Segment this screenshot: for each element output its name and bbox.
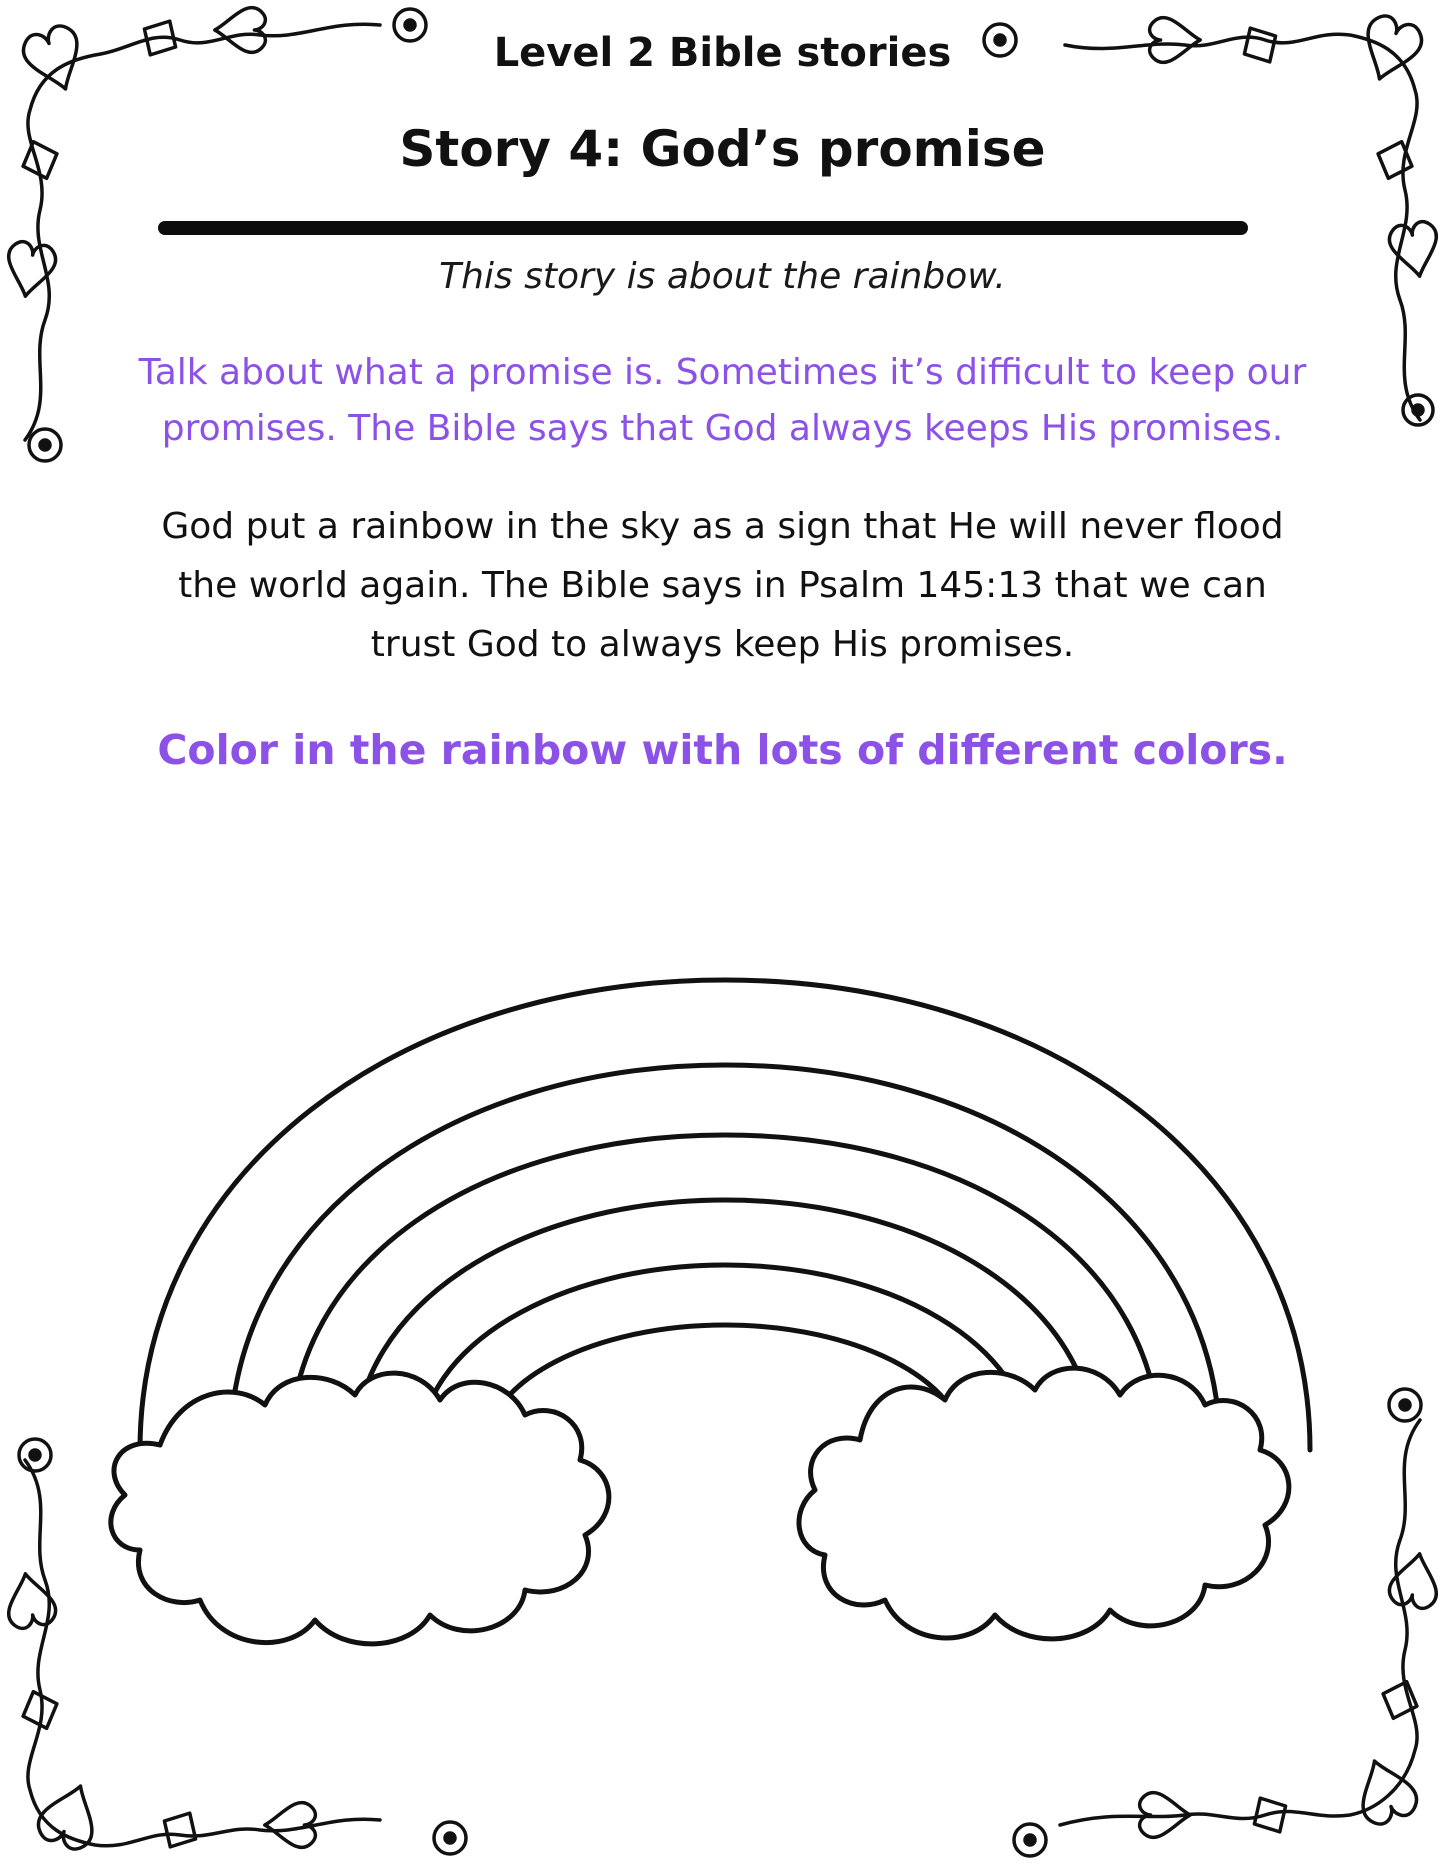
discussion-line-1: Talk about what a promise is. Sometimes it’s difficult to keep our [138,352,1307,393]
title-divider [158,221,1248,235]
rainbow-illustration [100,910,1350,1670]
left-cloud [111,1373,609,1644]
discussion-line-2: promises. The Bible says that God always keeps His promises. [161,408,1284,449]
level-title: Level 2 Bible stories [493,30,952,76]
story-line-3: trust God to always keep His promises. [370,624,1075,665]
story-line-2: the world again. The Bible says in Psalm 145:13 that we can [178,565,1267,606]
story-intro: This story is about the rainbow. [439,256,1006,297]
story-body [110,497,1335,674]
discussion-prompt [110,345,1335,457]
story-title: Story 4: God’s promise [399,120,1046,178]
story-line-1: God put a rainbow in the sky as a sign that He will never flood [161,506,1284,547]
coloring-instruction: Color in the rainbow with lots of different colors. [157,726,1288,774]
right-cloud [799,1368,1289,1639]
